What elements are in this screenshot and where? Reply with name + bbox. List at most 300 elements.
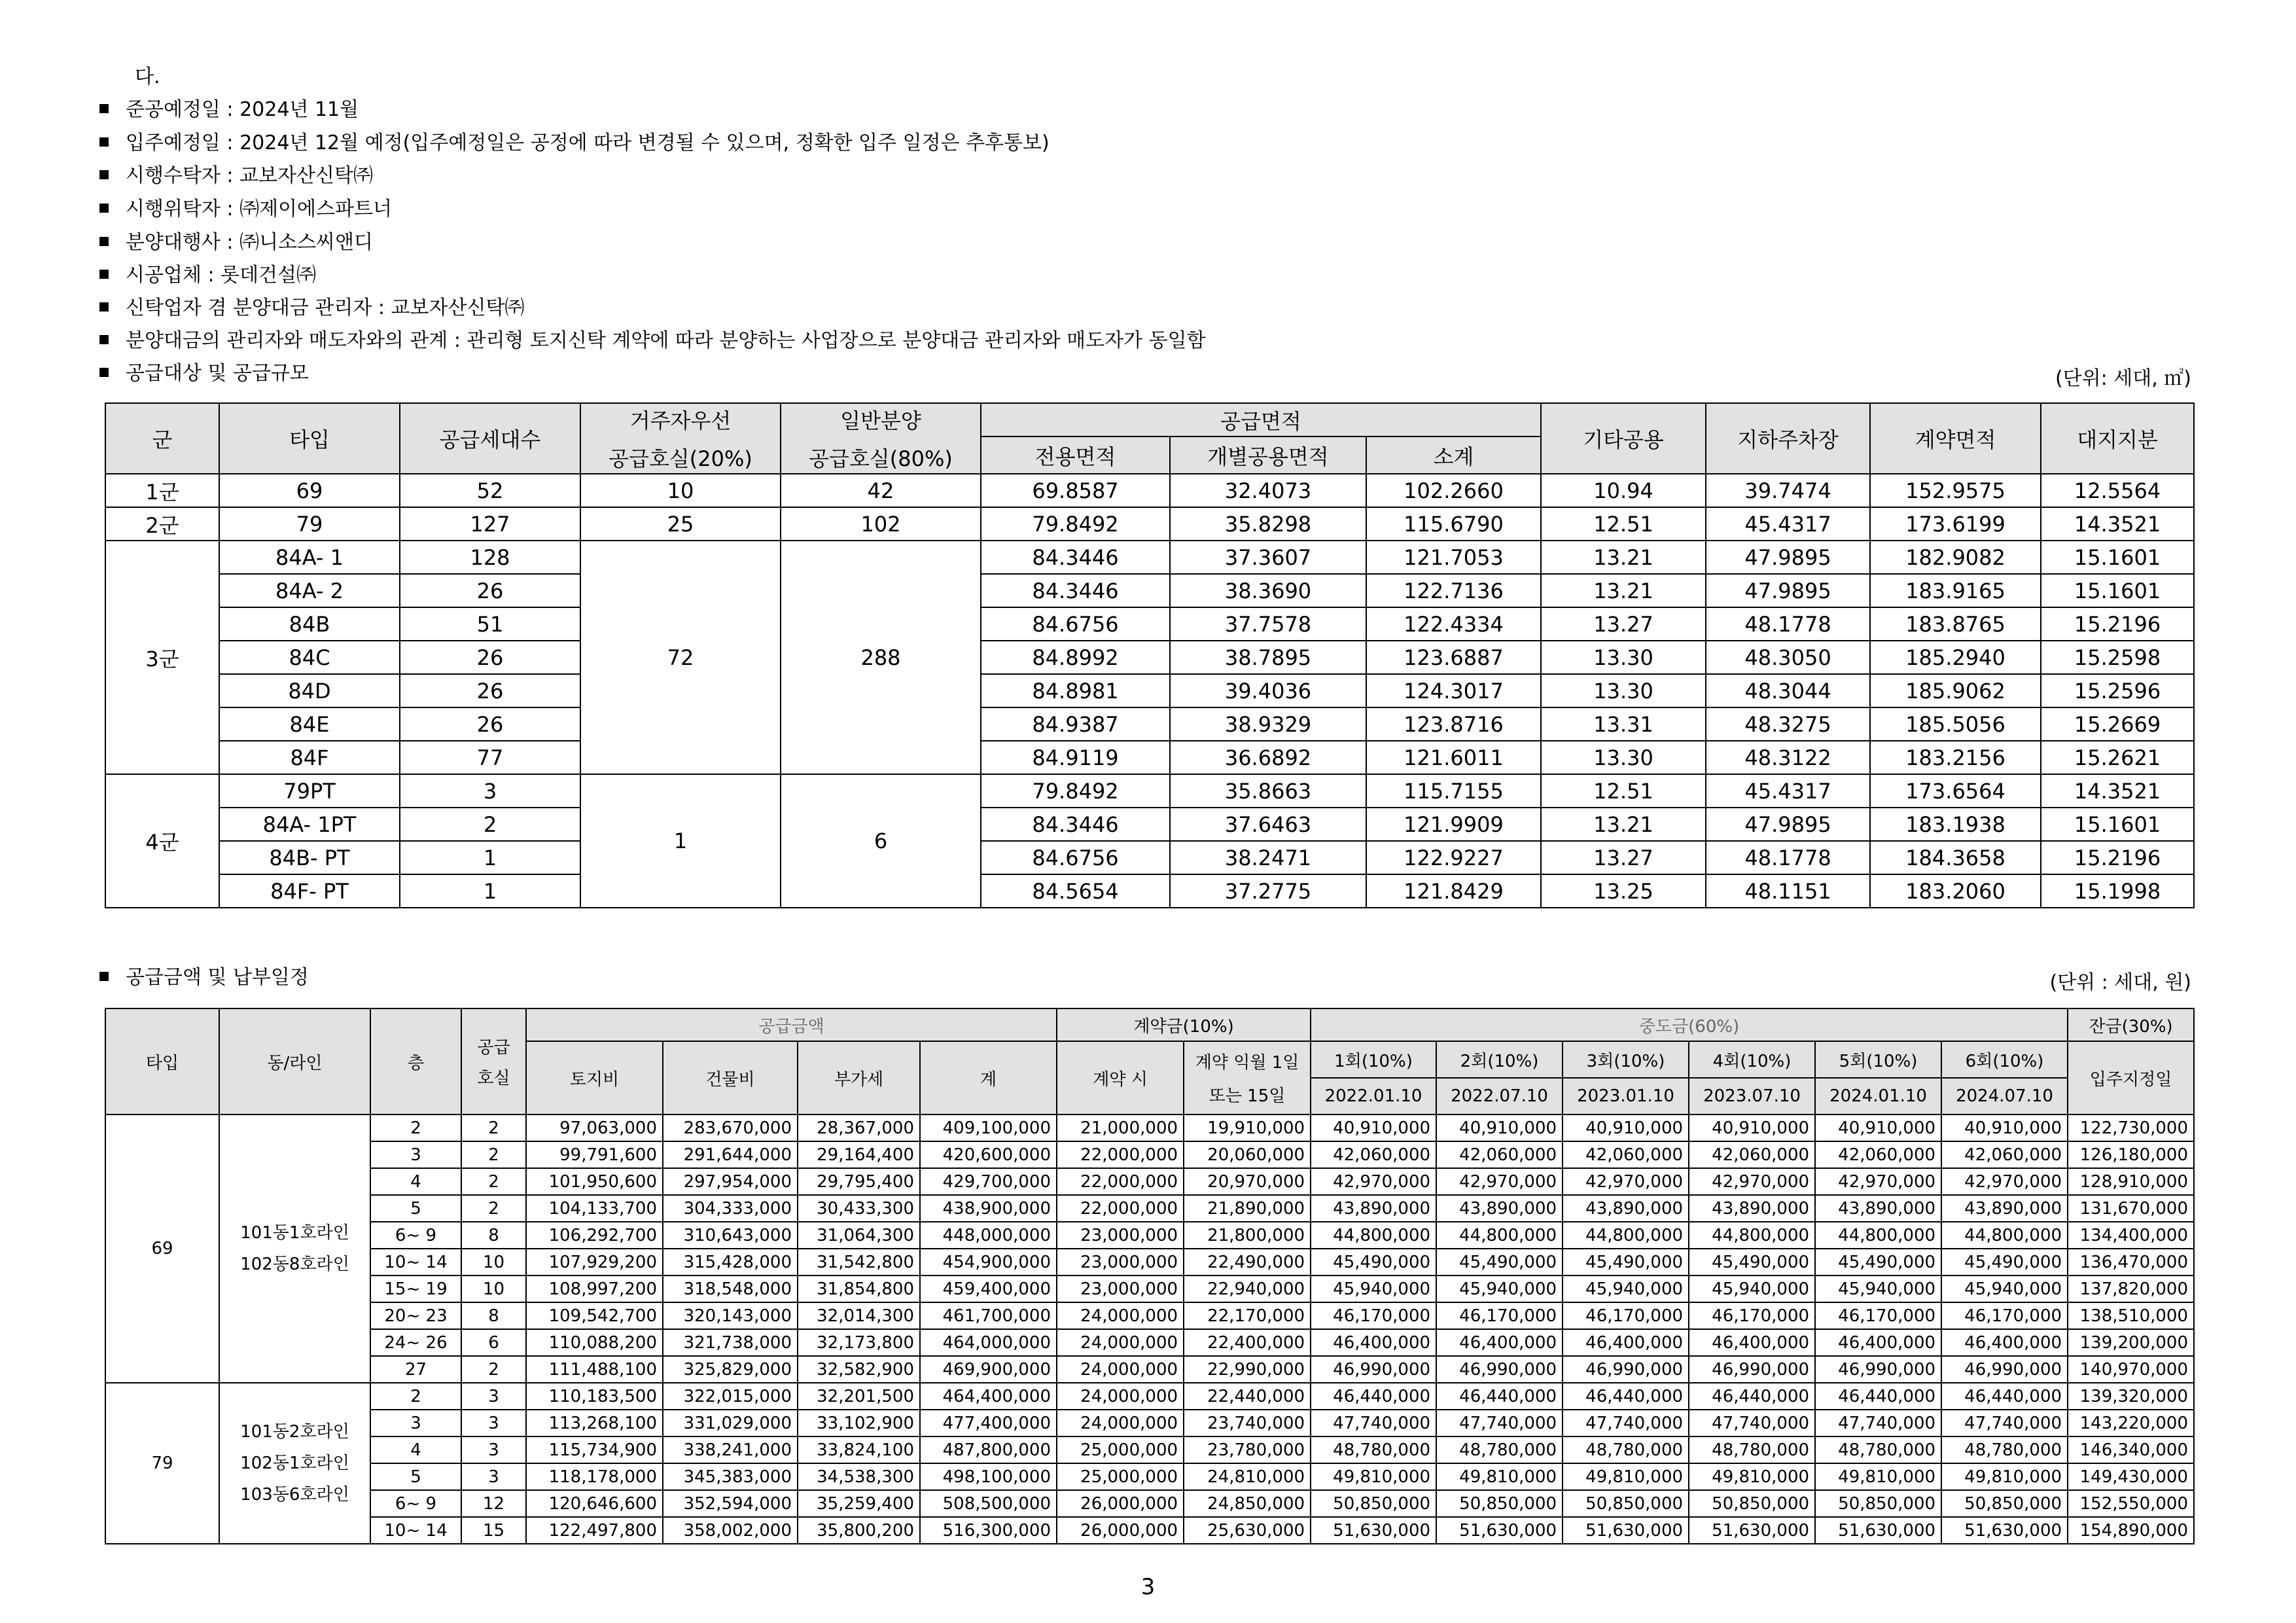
table-cell: 128 bbox=[400, 541, 580, 574]
table-cell: 12.51 bbox=[1541, 507, 1706, 541]
header-line: 공급호실(20%) bbox=[609, 446, 752, 471]
table-row bbox=[105, 1275, 2194, 1302]
table-cell: 50,850,000 bbox=[1941, 1490, 2068, 1517]
table-cell: 47,740,000 bbox=[1689, 1410, 1815, 1436]
table-cell: 22,400,000 bbox=[1184, 1329, 1311, 1356]
table-cell: 120,646,600 bbox=[526, 1490, 663, 1517]
type-cell: 69 bbox=[105, 1115, 219, 1383]
table-cell: 32,173,800 bbox=[798, 1329, 920, 1356]
table-cell: 3 bbox=[370, 1410, 461, 1436]
table-cell: 45,490,000 bbox=[1311, 1249, 1436, 1275]
table-cell: 126,180,000 bbox=[2068, 1141, 2194, 1168]
table-cell: 24,000,000 bbox=[1057, 1383, 1184, 1410]
table-cell: 47.9895 bbox=[1706, 541, 1870, 574]
bullet-item bbox=[99, 264, 316, 287]
table-cell: 51,630,000 bbox=[1436, 1517, 1563, 1544]
table-row bbox=[105, 707, 2194, 741]
table-cell: 50,850,000 bbox=[1815, 1490, 1941, 1517]
table-cell: 2 bbox=[461, 1356, 526, 1383]
table-cell: 15.1998 bbox=[2041, 874, 2194, 908]
table-cell: 23,000,000 bbox=[1057, 1222, 1184, 1249]
table-cell: 123.6887 bbox=[1366, 641, 1541, 674]
group-cell: 1군 bbox=[105, 474, 219, 507]
table-cell: 101,950,600 bbox=[526, 1168, 663, 1195]
table-cell: 115.7155 bbox=[1366, 774, 1541, 808]
table-cell: 50,850,000 bbox=[1563, 1490, 1689, 1517]
table-row bbox=[105, 841, 2194, 874]
header-cell: 부가세 bbox=[798, 1041, 920, 1115]
table-cell: 13.25 bbox=[1541, 874, 1706, 908]
table-cell: 13.21 bbox=[1541, 574, 1706, 607]
table-cell: 44,800,000 bbox=[1436, 1222, 1563, 1249]
table-cell: 46,170,000 bbox=[1689, 1302, 1815, 1329]
table-cell: 6 bbox=[461, 1329, 526, 1356]
header-cell: 2023.01.10 bbox=[1563, 1078, 1689, 1115]
price-schedule-table bbox=[105, 1008, 2195, 1544]
table-cell: 48.1151 bbox=[1706, 874, 1870, 908]
table-cell: 46,400,000 bbox=[1815, 1329, 1941, 1356]
table-cell: 21,800,000 bbox=[1184, 1222, 1311, 1249]
table-cell: 25,000,000 bbox=[1057, 1463, 1184, 1490]
table-cell: 42,970,000 bbox=[1815, 1168, 1941, 1195]
bullet-square-icon bbox=[99, 204, 109, 213]
bullet-text: 분양대금의 관리자와 매도자와의 관계 : 관리형 토지신탁 계약에 따라 분양하는 사업장으로 분양대금 관리자와 매도자가 동일함 bbox=[126, 329, 1206, 352]
table-row bbox=[105, 1463, 2194, 1490]
table-cell: 19,910,000 bbox=[1184, 1115, 1311, 1141]
table-cell: 1 bbox=[400, 874, 580, 908]
bullet-item bbox=[99, 198, 392, 221]
bullet-square-icon bbox=[99, 302, 109, 312]
table-cell: 31,064,300 bbox=[798, 1222, 920, 1249]
table-cell: 122.9227 bbox=[1366, 841, 1541, 874]
table-cell: 84.3446 bbox=[981, 541, 1170, 574]
table-cell: 173.6564 bbox=[1870, 774, 2041, 808]
table-cell: 37.3607 bbox=[1170, 541, 1366, 574]
table-cell: 185.5056 bbox=[1870, 707, 2041, 741]
table-cell: 46,400,000 bbox=[1311, 1329, 1436, 1356]
table-cell: 185.9062 bbox=[1870, 674, 2041, 707]
table-cell: 26,000,000 bbox=[1057, 1490, 1184, 1517]
pref-cell: 10 bbox=[580, 474, 781, 507]
table-row bbox=[105, 1490, 2194, 1517]
table-cell: 42,970,000 bbox=[1436, 1168, 1563, 1195]
table-cell: 43,890,000 bbox=[1311, 1195, 1436, 1222]
supply-scale-table bbox=[105, 402, 2195, 908]
table-cell: 84A- 1 bbox=[219, 541, 400, 574]
header-line: 계약 익월 1일 bbox=[1195, 1053, 1299, 1073]
header-cell bbox=[461, 1008, 526, 1115]
table-cell: 44,800,000 bbox=[1689, 1222, 1815, 1249]
table-cell: 469,900,000 bbox=[920, 1356, 1057, 1383]
table-cell: 47,740,000 bbox=[1815, 1410, 1941, 1436]
table-cell: 69.8587 bbox=[981, 474, 1170, 507]
table-cell: 2 bbox=[461, 1168, 526, 1195]
table-cell: 69 bbox=[219, 474, 400, 507]
table-cell: 5 bbox=[370, 1195, 461, 1222]
bullet-text: 신탁업자 겸 분양대금 관리자 : 교보자산신탁㈜ bbox=[126, 296, 525, 319]
pref-cell: 1 bbox=[580, 774, 781, 908]
table-cell: 15~ 19 bbox=[370, 1275, 461, 1302]
table-cell: 22,990,000 bbox=[1184, 1356, 1311, 1383]
table-cell: 44,800,000 bbox=[1311, 1222, 1436, 1249]
dong-cell bbox=[219, 1383, 370, 1544]
table-cell: 84D bbox=[219, 674, 400, 707]
table-cell: 115,734,900 bbox=[526, 1436, 663, 1463]
table-cell: 84.6756 bbox=[981, 841, 1170, 874]
table-cell: 46,990,000 bbox=[1689, 1356, 1815, 1383]
header-cell bbox=[1184, 1041, 1311, 1115]
bullet-square-icon bbox=[99, 104, 109, 113]
table-cell: 51,630,000 bbox=[1815, 1517, 1941, 1544]
table-cell: 46,170,000 bbox=[1436, 1302, 1563, 1329]
table-cell: 22,000,000 bbox=[1057, 1141, 1184, 1168]
table-cell: 2 bbox=[400, 808, 580, 841]
table-cell: 31,542,800 bbox=[798, 1249, 920, 1275]
table-cell: 23,780,000 bbox=[1184, 1436, 1311, 1463]
table-row bbox=[105, 774, 2194, 808]
table-cell: 1 bbox=[400, 841, 580, 874]
table-cell: 13.21 bbox=[1541, 541, 1706, 574]
header-cell: 공급금액 bbox=[526, 1008, 1057, 1041]
table-cell: 39.4036 bbox=[1170, 674, 1366, 707]
table-cell: 152,550,000 bbox=[2068, 1490, 2194, 1517]
table-cell: 42,060,000 bbox=[1563, 1141, 1689, 1168]
table-cell: 84.8992 bbox=[981, 641, 1170, 674]
bullet-square-icon bbox=[99, 237, 109, 246]
section1-title: 공급대상 및 공급규모 bbox=[99, 362, 309, 385]
bullet-text: 시행수탁자 : 교보자산신탁㈜ bbox=[126, 164, 373, 187]
table-cell: 45,940,000 bbox=[1815, 1275, 1941, 1302]
table-cell: 13.31 bbox=[1541, 707, 1706, 741]
table-cell: 50,850,000 bbox=[1311, 1490, 1436, 1517]
table-cell: 52 bbox=[400, 474, 580, 507]
table-cell: 50,850,000 bbox=[1689, 1490, 1815, 1517]
table-cell: 42,970,000 bbox=[1311, 1168, 1436, 1195]
table-cell: 15.1601 bbox=[2041, 541, 2194, 574]
table-cell: 40,910,000 bbox=[1941, 1115, 2068, 1141]
header-cell: 중도금(60%) bbox=[1311, 1008, 2068, 1041]
table-cell: 79PT bbox=[219, 774, 400, 808]
table-cell: 46,990,000 bbox=[1563, 1356, 1689, 1383]
bullet-text: 시공업체 : 롯데건설㈜ bbox=[126, 264, 317, 287]
table-cell: 43,890,000 bbox=[1941, 1195, 2068, 1222]
table-cell: 22,490,000 bbox=[1184, 1249, 1311, 1275]
table-cell: 84.6756 bbox=[981, 607, 1170, 641]
table-cell: 40,910,000 bbox=[1815, 1115, 1941, 1141]
table-cell: 45,940,000 bbox=[1563, 1275, 1689, 1302]
table-cell: 46,440,000 bbox=[1941, 1383, 2068, 1410]
table-cell: 47,740,000 bbox=[1563, 1410, 1689, 1436]
table-cell: 40,910,000 bbox=[1563, 1115, 1689, 1141]
table-cell: 24~ 26 bbox=[370, 1329, 461, 1356]
table-row bbox=[105, 1329, 2194, 1356]
table-cell: 118,178,000 bbox=[526, 1463, 663, 1490]
table-cell: 84.9387 bbox=[981, 707, 1170, 741]
table-cell: 51,630,000 bbox=[1311, 1517, 1436, 1544]
table-cell: 12.51 bbox=[1541, 774, 1706, 808]
page-number: 3 bbox=[1140, 1574, 1156, 1600]
table-row bbox=[105, 1302, 2194, 1329]
table-cell: 84.8981 bbox=[981, 674, 1170, 707]
header-cell: 기타공용 bbox=[1541, 403, 1706, 474]
bullet-item bbox=[99, 296, 524, 320]
table-cell: 121.7053 bbox=[1366, 541, 1541, 574]
bullet-item bbox=[99, 231, 373, 255]
header-cell: 토지비 bbox=[526, 1041, 663, 1115]
table-cell: 46,990,000 bbox=[1311, 1356, 1436, 1383]
table-cell: 47,740,000 bbox=[1941, 1410, 2068, 1436]
table-cell: 136,470,000 bbox=[2068, 1249, 2194, 1275]
table-cell: 48.1778 bbox=[1706, 841, 1870, 874]
table-cell: 183.2156 bbox=[1870, 741, 2041, 774]
table-cell: 498,100,000 bbox=[920, 1463, 1057, 1490]
table-cell: 325,829,000 bbox=[663, 1356, 798, 1383]
table-cell: 146,340,000 bbox=[2068, 1436, 2194, 1463]
table-cell: 45,490,000 bbox=[1436, 1249, 1563, 1275]
table-cell: 47,740,000 bbox=[1436, 1410, 1563, 1436]
table-cell: 139,320,000 bbox=[2068, 1383, 2194, 1410]
table-cell: 6~ 9 bbox=[370, 1222, 461, 1249]
table-cell: 24,000,000 bbox=[1057, 1356, 1184, 1383]
table-cell: 51,630,000 bbox=[1689, 1517, 1815, 1544]
table-cell: 110,088,200 bbox=[526, 1329, 663, 1356]
table-cell: 48,780,000 bbox=[1563, 1436, 1689, 1463]
table-cell: 459,400,000 bbox=[920, 1275, 1057, 1302]
header-cell: 잔금(30%) bbox=[2068, 1008, 2194, 1041]
header-cell: 1회(10%) bbox=[1311, 1041, 1436, 1078]
table-cell: 183.9165 bbox=[1870, 574, 2041, 607]
table-row bbox=[105, 808, 2194, 841]
table-cell: 122.4334 bbox=[1366, 607, 1541, 641]
table-cell: 45,940,000 bbox=[1941, 1275, 2068, 1302]
pref-cell: 25 bbox=[580, 507, 781, 541]
table-cell: 331,029,000 bbox=[663, 1410, 798, 1436]
header-cell: 계 bbox=[920, 1041, 1057, 1115]
table-cell: 48.3044 bbox=[1706, 674, 1870, 707]
table-cell: 4 bbox=[370, 1436, 461, 1463]
bullet-square-icon bbox=[99, 137, 109, 147]
table-cell: 47,740,000 bbox=[1311, 1410, 1436, 1436]
table-cell: 46,400,000 bbox=[1941, 1329, 2068, 1356]
table-cell: 15.2598 bbox=[2041, 641, 2194, 674]
header-cell: 공급면적 bbox=[981, 403, 1541, 437]
table-cell: 108,997,200 bbox=[526, 1275, 663, 1302]
table-cell: 358,002,000 bbox=[663, 1517, 798, 1544]
table-cell: 183.1938 bbox=[1870, 808, 2041, 841]
table-cell: 409,100,000 bbox=[920, 1115, 1057, 1141]
table-cell: 22,000,000 bbox=[1057, 1168, 1184, 1195]
table-cell: 318,548,000 bbox=[663, 1275, 798, 1302]
table-cell: 46,170,000 bbox=[1311, 1302, 1436, 1329]
table-cell: 35,800,200 bbox=[798, 1517, 920, 1544]
table-cell: 464,000,000 bbox=[920, 1329, 1057, 1356]
table-row bbox=[105, 1115, 2194, 1141]
table-cell: 352,594,000 bbox=[663, 1490, 798, 1517]
table-cell: 6~ 9 bbox=[370, 1490, 461, 1517]
table-cell: 20~ 23 bbox=[370, 1302, 461, 1329]
table-cell: 79.8492 bbox=[981, 774, 1170, 808]
table-row bbox=[105, 574, 2194, 607]
header-cell bbox=[781, 403, 981, 474]
table-cell: 454,900,000 bbox=[920, 1249, 1057, 1275]
table-row bbox=[105, 641, 2194, 674]
table-cell: 106,292,700 bbox=[526, 1222, 663, 1249]
table-cell: 24,850,000 bbox=[1184, 1490, 1311, 1517]
table-cell: 184.3658 bbox=[1870, 841, 2041, 874]
bullet-item bbox=[99, 329, 1206, 353]
table-cell: 42,060,000 bbox=[1941, 1141, 2068, 1168]
table-cell: 45.4317 bbox=[1706, 507, 1870, 541]
dong-line: 101동1호라인 bbox=[240, 1223, 349, 1243]
table-cell: 338,241,000 bbox=[663, 1436, 798, 1463]
table-cell: 47.9895 bbox=[1706, 574, 1870, 607]
type-cell: 79 bbox=[105, 1383, 219, 1544]
header-cell: 층 bbox=[370, 1008, 461, 1115]
table-cell: 15.2621 bbox=[2041, 741, 2194, 774]
table-cell: 46,440,000 bbox=[1689, 1383, 1815, 1410]
table-cell: 46,400,000 bbox=[1689, 1329, 1815, 1356]
table-cell: 124.3017 bbox=[1366, 674, 1541, 707]
table-cell: 123.8716 bbox=[1366, 707, 1541, 741]
table-cell: 15.2196 bbox=[2041, 841, 2194, 874]
table-cell: 49,810,000 bbox=[1311, 1463, 1436, 1490]
group-cell: 2군 bbox=[105, 507, 219, 541]
table-cell: 128,910,000 bbox=[2068, 1168, 2194, 1195]
table-cell: 21,890,000 bbox=[1184, 1195, 1311, 1222]
header-cell: 2024.01.10 bbox=[1815, 1078, 1941, 1115]
table-cell: 23,000,000 bbox=[1057, 1275, 1184, 1302]
dong-line: 102동1호라인 bbox=[240, 1454, 349, 1473]
table-cell: 183.8765 bbox=[1870, 607, 2041, 641]
table-cell: 97,063,000 bbox=[526, 1115, 663, 1141]
header-cell: 2024.07.10 bbox=[1941, 1078, 2068, 1115]
table-cell: 38.2471 bbox=[1170, 841, 1366, 874]
table-cell: 149,430,000 bbox=[2068, 1463, 2194, 1490]
table-cell: 448,000,000 bbox=[920, 1222, 1057, 1249]
table-cell: 20,970,000 bbox=[1184, 1168, 1311, 1195]
table-cell: 420,600,000 bbox=[920, 1141, 1057, 1168]
table-cell: 154,890,000 bbox=[2068, 1517, 2194, 1544]
table-cell: 40,910,000 bbox=[1311, 1115, 1436, 1141]
table-cell: 3 bbox=[461, 1463, 526, 1490]
table-cell: 14.3521 bbox=[2041, 774, 2194, 808]
table-cell: 45.4317 bbox=[1706, 774, 1870, 808]
header-cell: 2회(10%) bbox=[1436, 1041, 1563, 1078]
header-cell: 입주지정일 bbox=[2068, 1041, 2194, 1115]
header-line: 공급호실(80%) bbox=[809, 446, 953, 471]
table-cell: 10 bbox=[461, 1249, 526, 1275]
table-cell: 25,000,000 bbox=[1057, 1436, 1184, 1463]
table-cell: 84E bbox=[219, 707, 400, 741]
table-cell: 26 bbox=[400, 574, 580, 607]
table-row bbox=[105, 1141, 2194, 1168]
table-cell: 4 bbox=[370, 1168, 461, 1195]
header-cell: 동/라인 bbox=[219, 1008, 370, 1115]
gen-cell: 288 bbox=[781, 541, 981, 774]
table-cell: 84.9119 bbox=[981, 741, 1170, 774]
group-cell: 3군 bbox=[105, 541, 219, 774]
table-cell: 10 bbox=[461, 1275, 526, 1302]
table-cell: 45,490,000 bbox=[1815, 1249, 1941, 1275]
table-cell: 38.9329 bbox=[1170, 707, 1366, 741]
table-cell: 45,940,000 bbox=[1689, 1275, 1815, 1302]
table-cell: 44,800,000 bbox=[1941, 1222, 2068, 1249]
table-cell: 49,810,000 bbox=[1563, 1463, 1689, 1490]
header-cell: 6회(10%) bbox=[1941, 1041, 2068, 1078]
table-cell: 26 bbox=[400, 674, 580, 707]
header-cell: 개별공용면적 bbox=[1170, 437, 1366, 474]
table-row bbox=[105, 1383, 2194, 1410]
table-cell: 10.94 bbox=[1541, 474, 1706, 507]
bullet-item bbox=[99, 98, 359, 122]
table-cell: 137,820,000 bbox=[2068, 1275, 2194, 1302]
table-cell: 46,440,000 bbox=[1563, 1383, 1689, 1410]
table-cell: 15.2669 bbox=[2041, 707, 2194, 741]
table-cell: 2 bbox=[461, 1141, 526, 1168]
table-cell: 48,780,000 bbox=[1311, 1436, 1436, 1463]
gen-cell: 6 bbox=[781, 774, 981, 908]
table-cell: 45,940,000 bbox=[1311, 1275, 1436, 1302]
table-cell: 321,738,000 bbox=[663, 1329, 798, 1356]
table-cell: 46,440,000 bbox=[1815, 1383, 1941, 1410]
header-line: 거주자우선 bbox=[629, 408, 732, 433]
header-cell: 타입 bbox=[105, 1008, 219, 1115]
table-cell: 487,800,000 bbox=[920, 1436, 1057, 1463]
table-cell: 10~ 14 bbox=[370, 1249, 461, 1275]
header-row bbox=[105, 1008, 2194, 1041]
table-cell: 23,740,000 bbox=[1184, 1410, 1311, 1436]
table-cell: 121.9909 bbox=[1366, 808, 1541, 841]
table-cell: 8 bbox=[461, 1302, 526, 1329]
table-cell: 42,060,000 bbox=[1815, 1141, 1941, 1168]
table-cell: 429,700,000 bbox=[920, 1168, 1057, 1195]
table-cell: 183.2060 bbox=[1870, 874, 2041, 908]
bullet-square-icon bbox=[99, 170, 109, 179]
table-row bbox=[105, 1436, 2194, 1463]
table-cell: 2 bbox=[461, 1115, 526, 1141]
table-cell: 37.6463 bbox=[1170, 808, 1366, 841]
header-cell: 계약금(10%) bbox=[1057, 1008, 1311, 1041]
table-cell: 46,990,000 bbox=[1941, 1356, 2068, 1383]
table-cell: 3 bbox=[461, 1410, 526, 1436]
table-cell: 35.8298 bbox=[1170, 507, 1366, 541]
table-cell: 32.4073 bbox=[1170, 474, 1366, 507]
table-cell: 3 bbox=[461, 1383, 526, 1410]
table-cell: 32,201,500 bbox=[798, 1383, 920, 1410]
table-row bbox=[105, 607, 2194, 641]
table-cell: 134,400,000 bbox=[2068, 1222, 2194, 1249]
table-cell: 35.8663 bbox=[1170, 774, 1366, 808]
table-cell: 45,940,000 bbox=[1436, 1275, 1563, 1302]
group-cell: 4군 bbox=[105, 774, 219, 908]
table-cell: 138,510,000 bbox=[2068, 1302, 2194, 1329]
table-cell: 84F bbox=[219, 741, 400, 774]
table-cell: 84B- PT bbox=[219, 841, 400, 874]
table-cell: 26 bbox=[400, 707, 580, 741]
bullet-square-icon bbox=[99, 368, 109, 377]
table-cell: 109,542,700 bbox=[526, 1302, 663, 1329]
table-cell: 79.8492 bbox=[981, 507, 1170, 541]
bullet-item bbox=[99, 164, 373, 188]
section1-unit: (단위: 세대, ㎡) bbox=[2055, 367, 2191, 390]
table-cell: 48,780,000 bbox=[1689, 1436, 1815, 1463]
table-row bbox=[105, 1356, 2194, 1383]
header-cell: 전용면적 bbox=[981, 437, 1170, 474]
table-cell: 44,800,000 bbox=[1815, 1222, 1941, 1249]
bullet-text: 입주예정일 : 2024년 12월 예정(입주예정일은 공정에 따라 변경될 수 있으며, 정확한 입주 일정은 추후통보) bbox=[126, 132, 1050, 154]
table-cell: 31,854,800 bbox=[798, 1275, 920, 1302]
table-cell: 10~ 14 bbox=[370, 1517, 461, 1544]
